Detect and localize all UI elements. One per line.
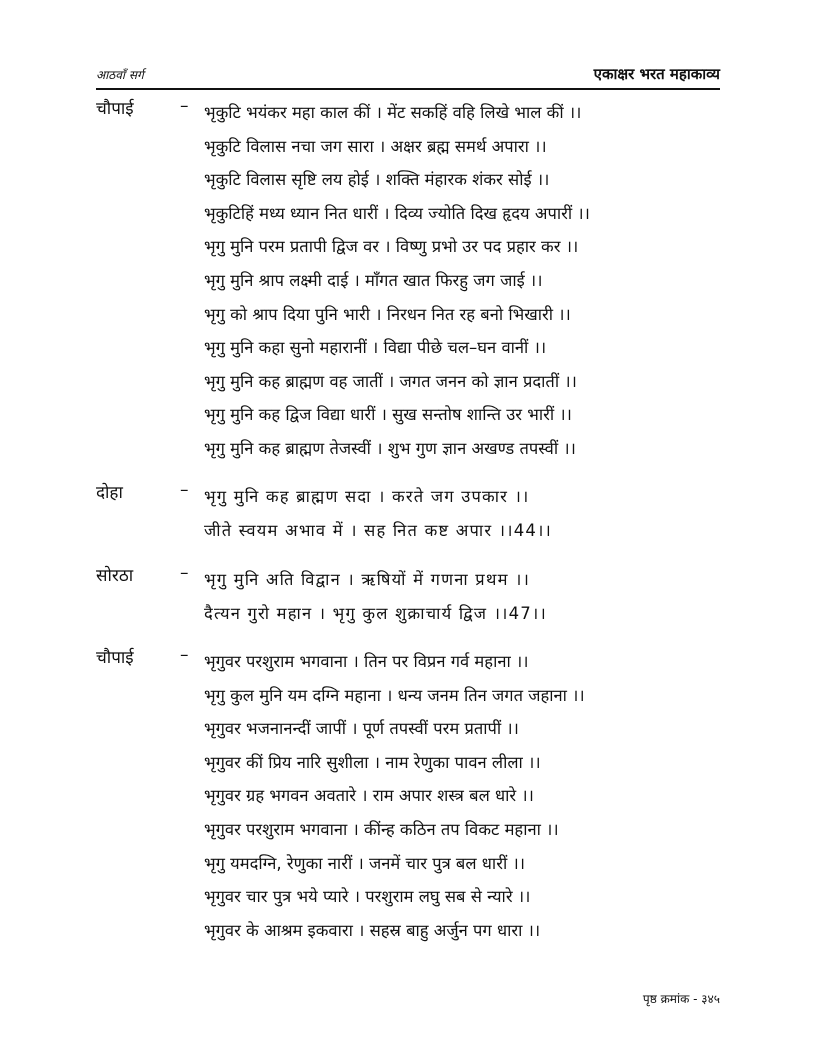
verse-lines [204,563,726,630]
verse-line: भृकुटि विलास नचा जग सारा । अक्षर ब्रह्म समर्थ अपारा ।। [204,136,547,156]
verse-line: भृगु मुनि कह ब्राह्मण वह जातीं । जगत जनन को ज्ञान प्रदातीं ।। [204,371,577,391]
verse-line: भृगु मुनि कह द्विज विद्या धारीं । सुख सन्तोष शान्ति उर भारीं ।। [204,405,572,425]
chapter-title: आठवाँ सर्ग [96,68,144,82]
header-divider [96,88,720,90]
verse-line: दैत्यन गुरो महान । भृगु कुल शुक्राचार्य द्विज ।।47।। [204,603,547,623]
verse-line: भृगु कुल मुनि यम दग्नि महाना । धन्य जनम तिन जगत जहाना ।। [204,685,585,705]
verse-line: भृगु मुनि परम प्रतापी द्विज वर । विष्णु प्रभो उर पद प्रहार कर ।। [204,237,579,257]
verse-type-label: सोरठा [96,566,134,586]
verse-line: भृगु मुनि अति विद्वान । ऋषियों में गणना प्रथम ।। [204,570,531,589]
verse-dash: – [180,480,189,500]
verse-lines [204,645,726,947]
verse-dash: – [180,645,189,665]
verse-line: भृगु को श्राप दिया पुनि भारी । निरधन नित रह बनो भिखारी ।। [204,304,571,324]
verse-lines [204,480,726,547]
verse-line: भृगुवर कीं प्रिय नारि सुशीला । नाम रेणुका पावन लीला ।। [204,752,541,772]
verse-line: भृगुवर ग्रह भगवन अवतारे । राम अपार शस्त्र बल धारे ।। [204,786,534,806]
verse-line: भृगु मुनि कह ब्राह्मण तेजस्वीं । शुभ गुण ज्ञान अखण्ड तपस्वीं ।। [204,438,576,458]
verse-dash: – [180,563,189,583]
verse-line: भृगुवर भजनानन्दीं जापीं । पूर्ण तपस्वीं परम प्रतापीं ।। [204,719,519,739]
verse-line: भृगु मुनि कह ब्राह्मण सदा । करते जग उपकार ।। [204,487,530,506]
verse-line: भृगुवर के आश्रम इकवारा । सहस्र बाहु अर्जुन पग धारा ।। [204,920,541,940]
verse-type-label: चौपाई [96,648,134,668]
verse-lines [204,96,726,466]
verse-line: भृगु यमदग्नि, रेणुका नारीं । जनमें चार पुत्र बल धारीं ।। [204,853,525,873]
verse-dash: – [180,96,189,116]
verse-line: भृगुवर परशुराम भगवाना । कींन्ह कठिन तप विकट महाना ।। [204,819,559,839]
verse-line: भृकुटि विलास सृष्टि लय होई । शक्ति मंहारक शंकर सोई ।। [204,170,550,190]
verse-type-label: चौपाई [96,99,134,119]
verse-line: भृगु मुनि कहा सुनो महारानीं । विद्या पीछे चल–घन वानीं ।। [204,338,547,358]
verse-line: जीते स्वयम अभाव में । सह नित कष्ट अपार ।।44।। [204,520,552,540]
page-number: पृष्ठ क्रमांक - ३४५ [642,992,720,1006]
verse-line: भृगुवर चार पुत्र भये प्यारे । परशुराम लघु सब से न्यारे ।। [204,887,531,907]
verse-line: भृकुटि भयंकर महा काल कीं । मेंट सकहिं वहि लिखे भाल कीं ।। [204,103,582,122]
verse-line: भृगु मुनि श्राप लक्ष्मी दाई । माँगत खात फिरहु जग जाई ।। [204,270,543,290]
book-title: एकाक्षर भरत महाकाव्य [593,65,720,83]
verse-line: भृगुवर परशुराम भगवाना । तिन पर विप्रन गर्व महाना ।। [204,652,529,671]
verse-line: भृकुटिहिं मध्य ध्यान नित धारीं । दिव्य ज्योति दिख हृदय अपारीं ।। [204,203,590,223]
verse-type-label: दोहा [96,483,123,503]
